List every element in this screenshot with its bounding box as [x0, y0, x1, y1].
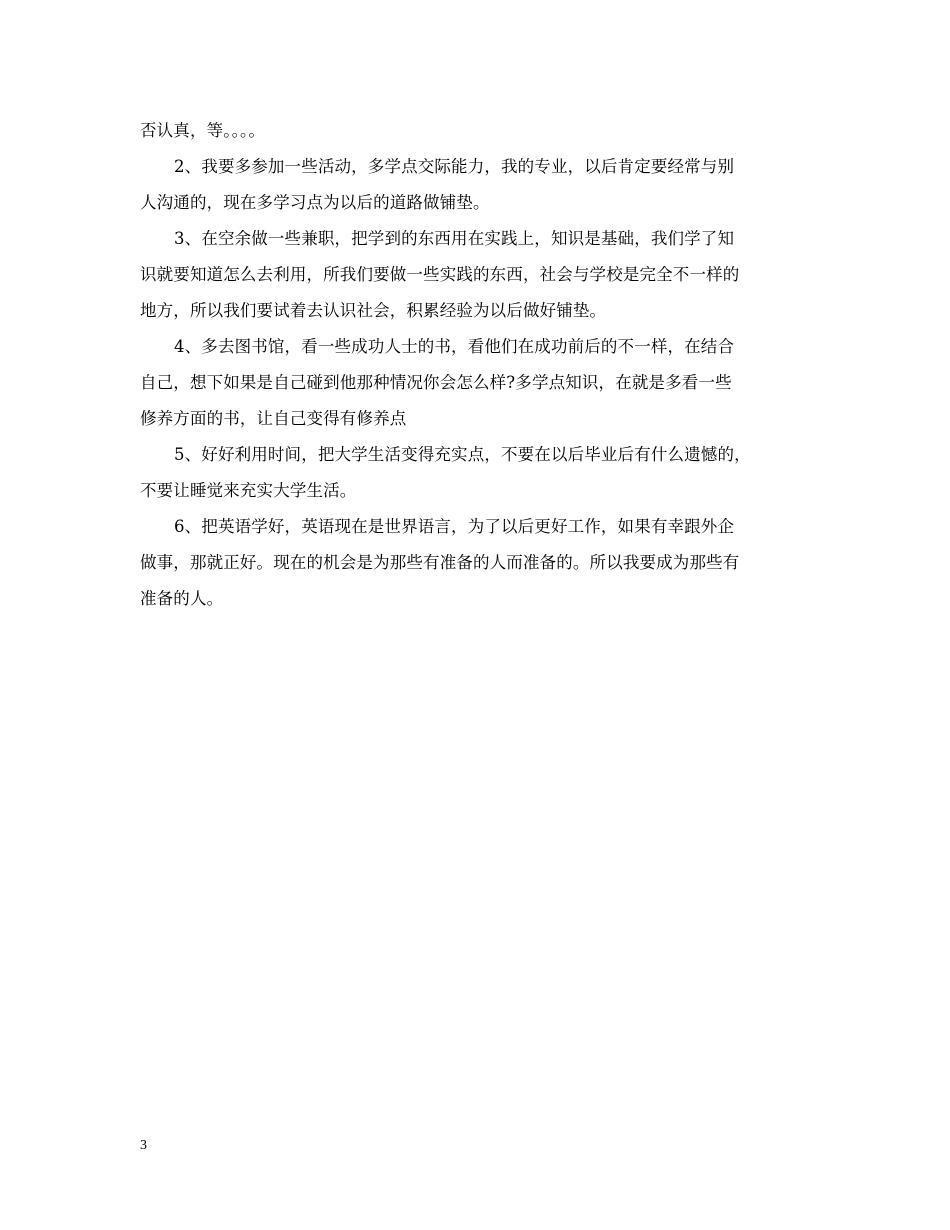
paragraph-3-line-1: 3、在空余做一些兼职，把学到的东西用在实践上，知识是基础，我们学了知 [174, 229, 735, 248]
paragraph-6-line-2: 做事，那就正好。现在的机会是为那些有准备的人而准备的。所以我要成为那些有 [140, 553, 740, 572]
paragraph-2-line-1: 2、我要多参加一些活动，多学点交际能力，我的专业，以后肯定要经常与别 [174, 157, 735, 176]
paragraph-5-line-1: 5、好好利用时间，把大学生活变得充实点，不要在以后毕业后有什么遗憾的， [174, 445, 751, 464]
body-text [140, 113, 830, 617]
paragraph-6-line-3: 准备的人。 [140, 589, 224, 608]
paragraph-2-line-2: 人沟通的，现在多学习点为以后的道路做铺垫。 [140, 193, 490, 212]
paragraph-3-line-2: 识就要知道怎么去利用，所我们要做一些实践的东西，社会与学校是完全不一样的 [140, 265, 740, 284]
paragraph-4-line-2: 自己，想下如果是自己碰到他那种情况你会怎么样?多学点知识，在就是多看一些 [140, 373, 732, 392]
text-line: 否认真，等。。。。 [140, 121, 266, 140]
paragraph-4-line-1: 4、多去图书馆，看一些成功人士的书，看他们在成功前后的不一样，在结合 [174, 337, 735, 356]
paragraph-6-line-1: 6、把英语学好，英语现在是世界语言，为了以后更好工作，如果有幸跟外企 [174, 517, 735, 536]
page-number: 3 [140, 1138, 147, 1153]
paragraph-5-line-2: 不要让睡觉来充实大学生活。 [140, 481, 357, 500]
paragraph-4-line-3: 修养方面的书，让自己变得有修养点 [140, 409, 407, 428]
paragraph-3-line-3: 地方，所以我们要试着去认识社会，积累经验为以后做好铺垫。 [140, 301, 607, 320]
